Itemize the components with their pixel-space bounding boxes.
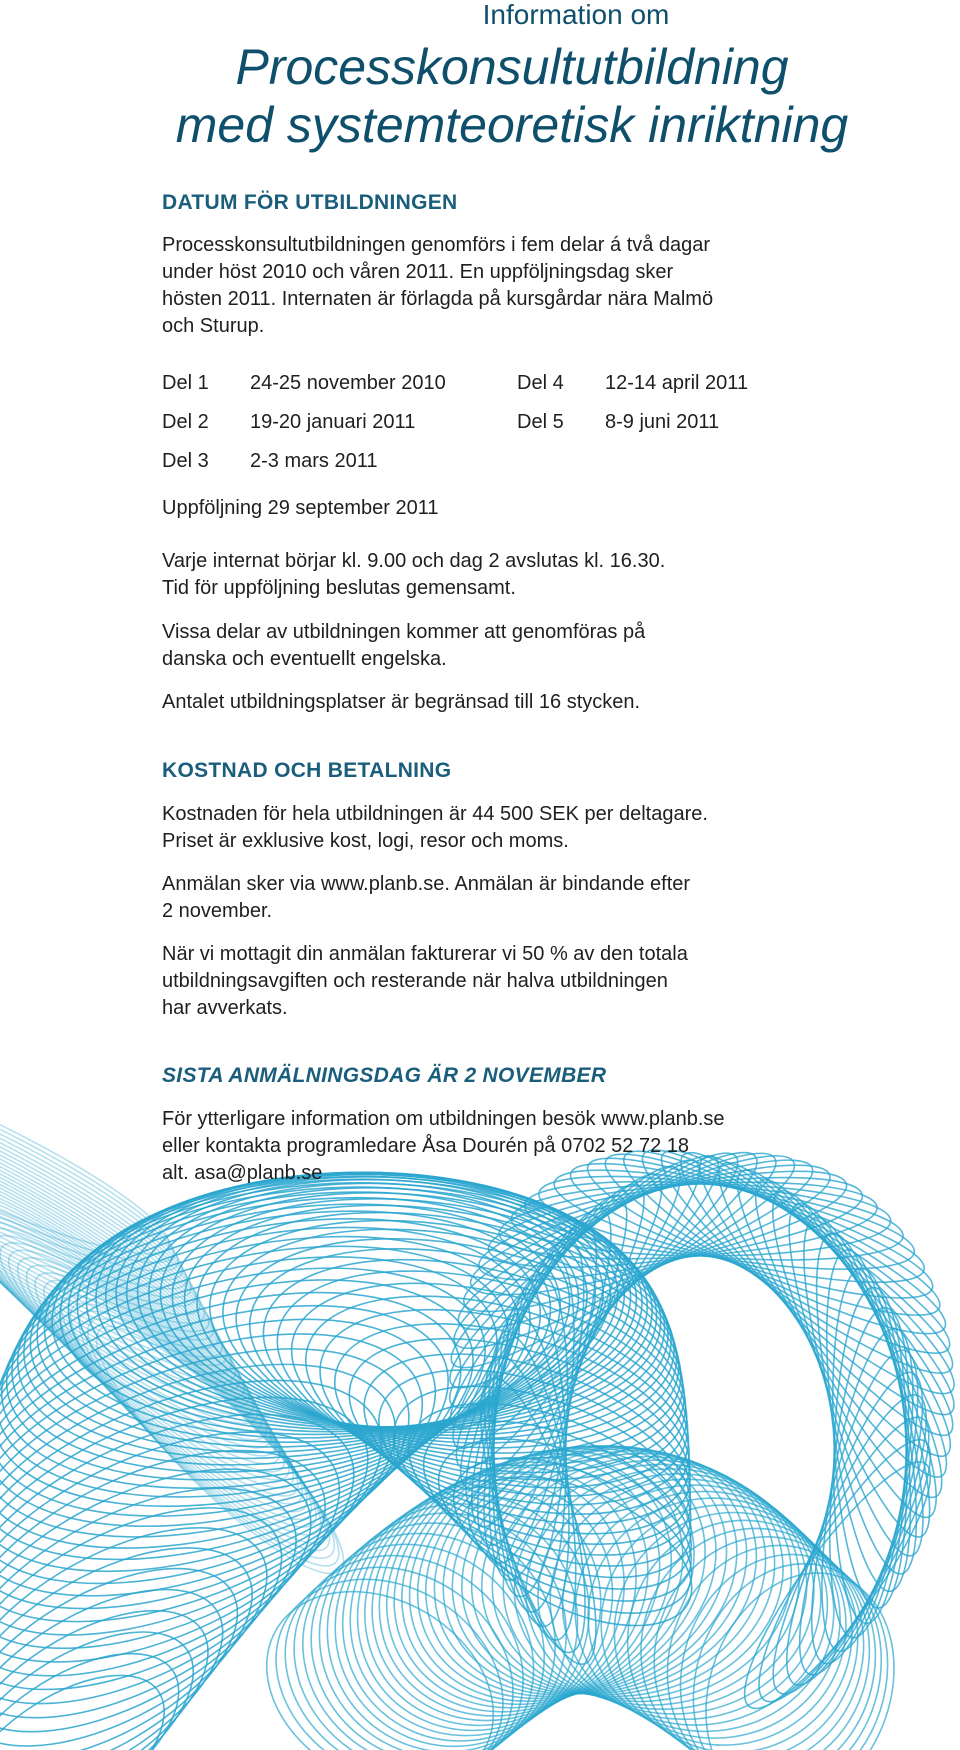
spiral-ring [0, 1017, 185, 1284]
schedule-part: Del 4 [517, 372, 564, 394]
section-heading-deadline: SISTA ANMÄLNINGSDAG ÄR 2 NOVEMBER [162, 1064, 607, 1087]
datum-paragraph-line: danska och eventuellt engelska. [162, 648, 447, 670]
datum-intro-line: under höst 2010 och våren 2011. En uppföljningsdag sker [162, 261, 674, 283]
title-line-2: med systemteoretisk inriktning [175, 97, 849, 153]
kostnad-paragraph-line: 2 november. [162, 900, 273, 922]
kostnad-paragraph-line: Priset är exklusive kost, logi, resor och moms. [162, 830, 569, 852]
contact-line: eller kontakta programledare Åsa Dourén på 0702 52 72 18 [162, 1135, 690, 1157]
spiral-ring [796, 1226, 937, 1581]
title-line-1: Processkonsultutbildning [235, 39, 789, 95]
datum-paragraph [162, 689, 822, 716]
schedule-date: 24-25 november 2010 [250, 372, 446, 394]
schedule-part: Del 3 [162, 450, 209, 472]
datum-intro [162, 232, 822, 340]
kostnad-paragraph [162, 801, 822, 855]
section-heading-datum: DATUM FÖR UTBILDNINGEN [162, 191, 458, 214]
datum-paragraph [162, 619, 822, 673]
kostnad-paragraph-line: Anmälan sker via www.planb.se. Anmälan är bindande efter [162, 873, 691, 895]
kostnad-paragraph [162, 941, 822, 1022]
contact-line: För ytterligare information om utbildningen besök www.planb.se [162, 1108, 725, 1130]
contact-info [162, 1106, 882, 1187]
kostnad-paragraph [162, 871, 822, 925]
contact-line: alt. asa@planb.se [162, 1162, 323, 1184]
datum-paragraph-line: Varje internat börjar kl. 9.00 och dag 2 avslutas kl. 16.30. [162, 550, 666, 572]
schedule-part: Del 2 [162, 411, 209, 433]
datum-paragraph [162, 548, 822, 602]
kostnad-paragraph-line: utbildningsavgiften och resterande när halva utbildningen [162, 970, 668, 992]
datum-paragraph-line: Antalet utbildningsplatser är begränsad till 16 stycken. [162, 691, 641, 713]
datum-intro-line: Processkonsultutbildningen genomförs i fem delar á två dagar [162, 234, 711, 256]
page-title [162, 38, 862, 154]
spiral-ring [0, 1549, 255, 1750]
schedule-part: Del 1 [162, 372, 209, 394]
section-heading-kostnad: KOSTNAD OCH BETALNING [162, 759, 452, 782]
header-eyebrow: Information om [482, 0, 670, 30]
datum-intro-line: och Sturup. [162, 315, 265, 337]
schedule-date: 12-14 april 2011 [605, 372, 749, 394]
spiral-ring [0, 1527, 271, 1750]
schedule-part: Del 5 [517, 411, 564, 433]
datum-paragraph-line: Tid för uppföljning beslutas gemensamt. [162, 577, 516, 599]
kostnad-paragraph-line: Kostnaden för hela utbildningen är 44 500 SEK per deltagare. [162, 803, 708, 825]
schedule-date: 8-9 juni 2011 [605, 411, 720, 433]
datum-paragraph-line: Vissa delar av utbildningen kommer att genomföras på [162, 621, 646, 643]
kostnad-paragraph-line: När vi mottagit din anmälan fakturerar vi 50 % av den totala [162, 943, 688, 965]
schedule-date: 19-20 januari 2011 [250, 411, 416, 433]
followup-date: Uppföljning 29 september 2011 [162, 497, 439, 519]
schedule-date: 2-3 mars 2011 [250, 450, 378, 472]
kostnad-paragraph-line: har avverkats. [162, 997, 288, 1019]
datum-intro-line: hösten 2011. Internaten är förlagda på kursgårdar nära Malmö [162, 288, 714, 310]
